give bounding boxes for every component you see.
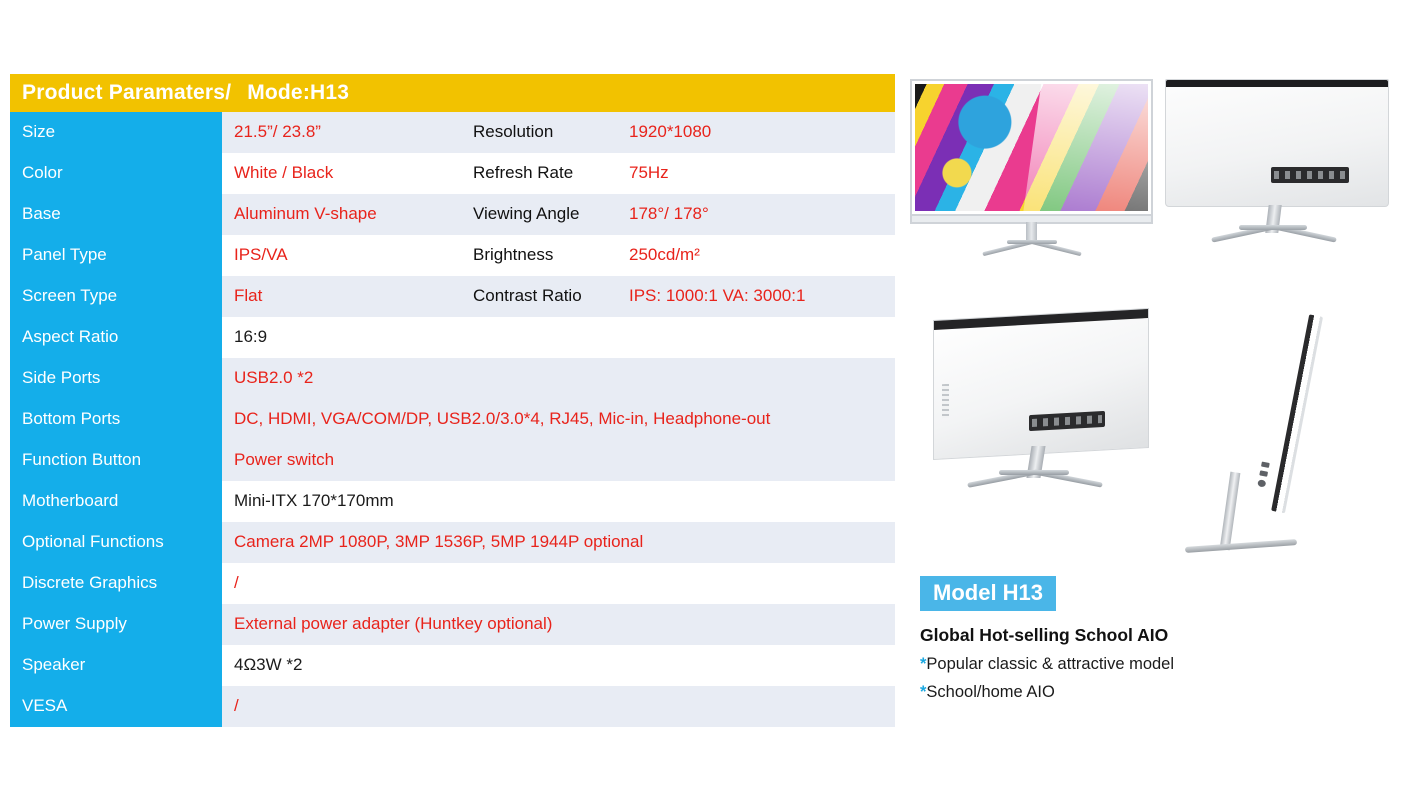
row-label-speaker: Speaker [10, 645, 222, 686]
row-value-viewing-angle: 178°/ 178° [629, 204, 709, 224]
row-value-function-button: Power switch [234, 450, 335, 470]
row-label-refresh-rate: Refresh Rate [473, 163, 574, 183]
product-parameters-table [10, 74, 895, 727]
row-value-motherboard: Mini-ITX 170*170mm [234, 491, 394, 511]
table-row [10, 194, 895, 235]
caption-bullet-1 [920, 655, 1390, 674]
aio-side-profile-image [1163, 312, 1363, 562]
row-value-screen-type: Flat [234, 286, 263, 306]
caption-title: Global Hot-selling School AIO [920, 625, 1169, 646]
row-value-optional-functions: Camera 2MP 1080P, 3MP 1536P, 5MP 1944P optional [234, 532, 644, 552]
side-stand-base [1185, 539, 1297, 553]
table-header-title: Product Paramaters [22, 80, 226, 104]
caption-bullet-1-text: Popular classic & attractive model [926, 655, 1175, 674]
row-value-refresh-rate: 75Hz [629, 163, 669, 183]
row-value-resolution: 1920*1080 [629, 122, 712, 142]
side-stand-neck [1220, 472, 1241, 551]
aio-front-view-image [910, 79, 1153, 251]
row-label-resolution: Resolution [473, 122, 554, 142]
row-label-power-supply: Power Supply [10, 604, 222, 645]
row-value-panel-type: IPS/VA [234, 245, 288, 265]
front-stand-base [982, 239, 1082, 253]
row-label-optional-functions: Optional Functions [10, 522, 222, 563]
row-label-vesa: VESA [10, 686, 222, 727]
table-header-model: Mode:H13 [247, 80, 350, 104]
row-value-speaker: 4Ω3W *2 [234, 655, 303, 675]
table-row [10, 440, 895, 481]
table-row [10, 604, 895, 645]
row-value-vesa: / [234, 696, 239, 716]
row-label-viewing-angle: Viewing Angle [473, 204, 580, 224]
table-header [10, 74, 895, 112]
table-row [10, 276, 895, 317]
table-header-separator: / [225, 80, 232, 104]
table-row [10, 235, 895, 276]
table-row [10, 317, 895, 358]
side-panel-edge [1271, 314, 1323, 513]
table-row [10, 112, 895, 153]
row-value-color: White / Black [234, 163, 334, 183]
row-value-base: Aluminum V-shape [234, 204, 377, 224]
back-panel [1165, 79, 1389, 207]
model-badge: Model H13 [920, 576, 1056, 611]
row-label-discrete-graphics: Discrete Graphics [10, 563, 222, 604]
row-value-contrast-ratio: IPS: 1000:1 VA: 3000:1 [629, 286, 806, 306]
product-gallery [905, 74, 1397, 574]
model-caption-block [920, 576, 1390, 702]
table-row [10, 522, 895, 563]
row-value-discrete-graphics: / [234, 573, 239, 593]
table-row [10, 399, 895, 440]
caption-bullet-2 [920, 683, 1390, 702]
row-label-contrast-ratio: Contrast Ratio [473, 286, 582, 306]
aio-back-view-large-image [933, 314, 1158, 514]
bullet-star-icon: * [920, 683, 927, 702]
caption-bullet-2-text: School/home AIO [926, 683, 1055, 702]
row-label-function-button: Function Button [10, 440, 222, 481]
row-label-aspect-ratio: Aspect Ratio [10, 317, 222, 358]
table-row [10, 481, 895, 522]
table-row [10, 358, 895, 399]
front-screen [910, 79, 1153, 216]
row-value-side-ports: USB2.0 *2 [234, 368, 314, 388]
row-label-side-ports: Side Ports [10, 358, 222, 399]
aio-back-view-angled-image [1163, 79, 1391, 254]
bottom-ports-cluster [1271, 167, 1349, 183]
row-value-aspect-ratio: 16:9 [234, 327, 268, 347]
screen-wallpaper [915, 84, 1148, 211]
bullet-star-icon: * [920, 655, 927, 674]
table-row [10, 645, 895, 686]
row-label-brightness: Brightness [473, 245, 554, 265]
row-label-bottom-ports: Bottom Ports [10, 399, 222, 440]
row-label-color: Color [10, 153, 222, 194]
row-label-motherboard: Motherboard [10, 481, 222, 522]
row-label-panel-type: Panel Type [10, 235, 222, 276]
table-row [10, 563, 895, 604]
vent-grille [942, 384, 949, 418]
table-row [10, 686, 895, 727]
row-value-brightness: 250cd/m² [629, 245, 700, 265]
row-value-size: 21.5”/ 23.8” [234, 122, 321, 142]
back-panel-large [933, 308, 1149, 460]
row-value-bottom-ports: DC, HDMI, VGA/COM/DP, USB2.0/3.0*4, RJ45, Mic-in, Headphone-out [234, 409, 771, 429]
row-label-screen-type: Screen Type [10, 276, 222, 317]
row-value-power-supply: External power adapter (Huntkey optional) [234, 614, 553, 634]
side-ports-cluster [1253, 459, 1273, 495]
row-label-size: Size [10, 112, 222, 153]
table-row [10, 153, 895, 194]
row-label-base: Base [10, 194, 222, 235]
